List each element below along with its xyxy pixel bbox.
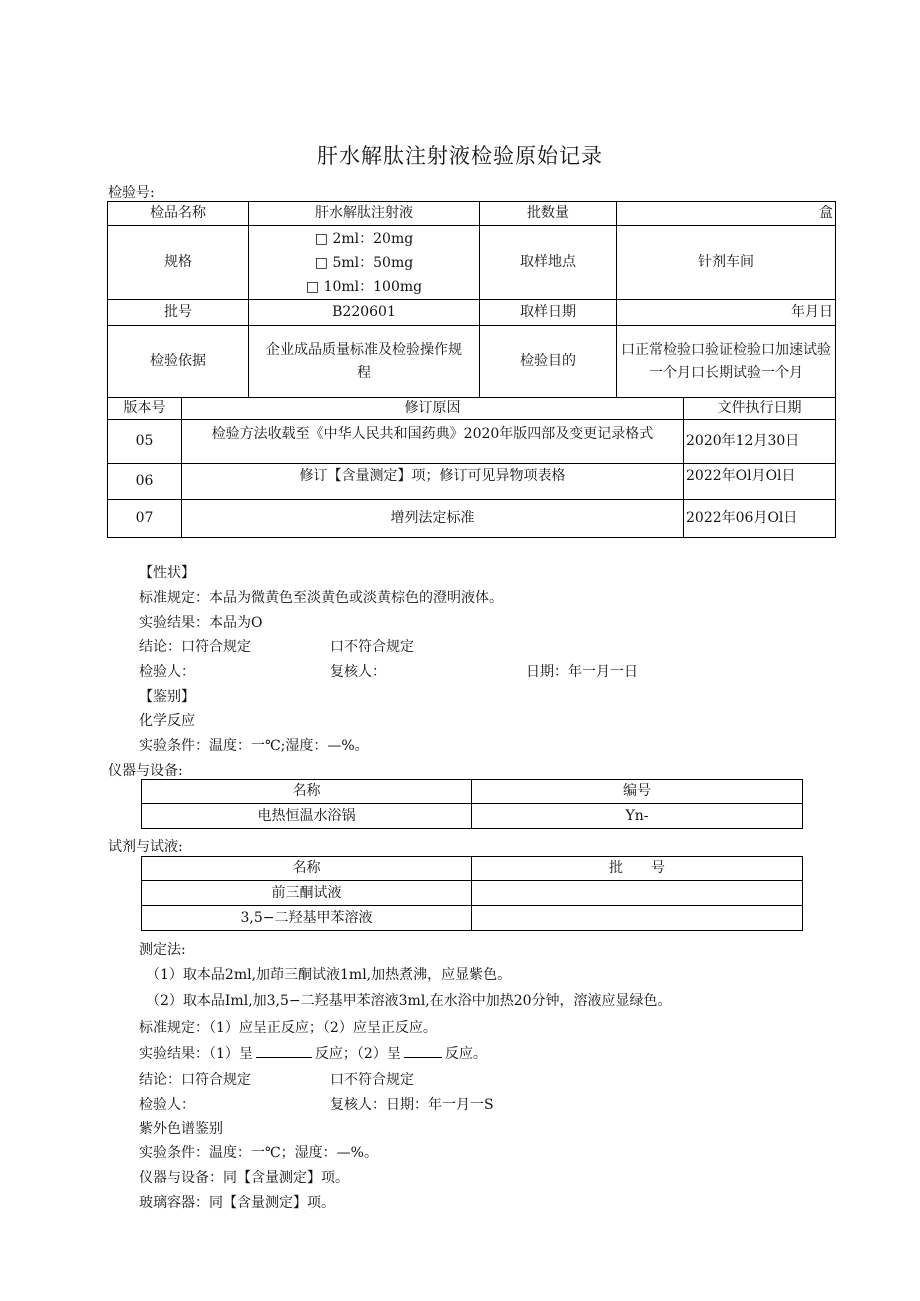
identification-conclusion[interactable]: 结论：口符合规定: [139, 1072, 251, 1088]
batch-no: B220601: [249, 300, 480, 326]
method-step-1: （1）取本品2ml,加茚三酮试液1ml,加热煮沸，应显紫色。: [146, 967, 512, 983]
result-text: 反应。: [444, 1046, 487, 1062]
appearance-date: 日期：年一月一日: [526, 664, 638, 680]
revision-reason: 增列法定标准: [182, 500, 684, 538]
uv-equipment: 仪器与设备：同【含量测定】项。: [139, 1170, 349, 1186]
equipment-header: 编号: [472, 780, 803, 804]
identification-result: [139, 1043, 487, 1063]
purpose-label: 检验目的: [480, 326, 617, 398]
identification-inspector: 检验人：: [139, 1097, 195, 1113]
method-label: 测定法:: [139, 942, 186, 958]
equipment-code: Yn-: [472, 804, 803, 829]
batch-qty-unit: 盒: [617, 202, 836, 226]
result-blank-1[interactable]: [256, 1043, 312, 1058]
identification-standard: 标准规定：（1）应呈正反应；（2）应呈正反应。: [139, 1020, 437, 1036]
reagent-header: 批 号: [472, 857, 803, 881]
info-table: [107, 201, 836, 398]
spec-options: [249, 226, 480, 300]
batch-qty-label: 批数量: [480, 202, 617, 226]
page-title: 肝水解肽注射液检验原始记录: [317, 144, 603, 168]
revision-date: 2020年12月30日: [684, 420, 836, 464]
reagent-batch[interactable]: [472, 906, 803, 931]
identification-not-conform[interactable]: 口不符合规定: [330, 1072, 414, 1088]
appearance-result: 实验结果：本品为O: [139, 615, 263, 631]
product-name-label: 检品名称: [108, 202, 249, 226]
appearance-conclusion[interactable]: 结论：口符合规定: [139, 639, 251, 655]
revision-table: [107, 397, 836, 538]
table-row: [108, 464, 836, 500]
table-row: [142, 881, 803, 906]
spec-option[interactable]: □ 2ml：20mg: [314, 230, 414, 247]
revision-header: 文件执行日期: [684, 398, 836, 420]
reagent-table: [141, 856, 803, 931]
sampling-site: 针剂车间: [617, 226, 836, 300]
revision-date: 2022年Ol月Ol日: [684, 464, 836, 500]
spec-option[interactable]: □ 5ml：50mg: [314, 254, 414, 271]
table-row: [108, 420, 836, 464]
equipment-name: 电热恒温水浴锅: [142, 804, 472, 829]
purpose: 口正常检验口验证检验口加速试验一个月口长期试验一个月: [617, 326, 836, 398]
table-row: [142, 804, 803, 829]
revision-version: 05: [108, 420, 182, 464]
revision-reason: 检验方法收载至《中华人民共和国药典》2020年版四部及变更记录格式: [182, 420, 684, 464]
spec-option[interactable]: □ 10ml：100mg: [305, 278, 423, 295]
equipment-header: 名称: [142, 780, 472, 804]
sampling-date-label: 取样日期: [480, 300, 617, 326]
basis-label: 检验依据: [108, 326, 249, 398]
uv-conditions: 实验条件：温度：一℃；湿度：—%。: [139, 1145, 378, 1161]
result-text: 反应；（2）呈: [314, 1046, 401, 1062]
result-text: 实验结果：（1）呈: [139, 1046, 253, 1062]
revision-date: 2022年06月Ol日: [684, 500, 836, 538]
revision-version: 07: [108, 500, 182, 538]
reagent-name: 前三酮试液: [142, 881, 472, 906]
reagent-name: 3,5−二羟基甲苯溶液: [142, 906, 472, 931]
spec-label: 规格: [108, 226, 249, 300]
equipment-table: [141, 779, 803, 829]
sampling-date: 年月日: [617, 300, 836, 326]
revision-reason: 修订【含量测定】项；修订可见异物项表格: [182, 464, 684, 500]
appearance-inspector: 检验人：: [139, 664, 195, 680]
reagent-header: 名称: [142, 857, 472, 881]
appearance-standard: 标准规定：本品为微黄色至淡黄色或淡黄棕色的澄明液体。: [139, 590, 503, 606]
reagent-label: 试剂与试液:: [108, 839, 183, 855]
chem-reaction-label: 化学反应: [139, 713, 195, 729]
uv-glassware: 玻璃容器：同【含量测定】项。: [139, 1195, 335, 1211]
reagent-batch[interactable]: [472, 881, 803, 906]
basis: 企业成品质量标准及检验操作规程: [249, 326, 480, 398]
uv-heading: 紫外色谱鉴别: [139, 1121, 223, 1137]
identification-reviewer-date: 复核人：日期：年一月一S: [330, 1097, 494, 1113]
batch-no-label: 批号: [108, 300, 249, 326]
appearance-heading: 【性状】: [139, 565, 195, 581]
table-row: [142, 906, 803, 931]
revision-header: 修订原因: [182, 398, 684, 420]
table-row: [108, 500, 836, 538]
sampling-site-label: 取样地点: [480, 226, 617, 300]
result-blank-2[interactable]: [404, 1043, 442, 1058]
appearance-reviewer: 复核人：: [330, 664, 386, 680]
appearance-not-conform[interactable]: 口不符合规定: [330, 639, 414, 655]
inspection-no-label: 检验号:: [108, 185, 155, 201]
product-name: 肝水解肽注射液: [249, 202, 480, 226]
revision-header: 版本号: [108, 398, 182, 420]
equipment-label: 仪器与设备:: [108, 763, 183, 779]
identification-heading: 【鉴别】: [139, 689, 195, 705]
revision-version: 06: [108, 464, 182, 500]
method-step-2: （2）取本品Iml,加3,5−二羟基甲苯溶液3ml,在水浴中加热20分钟，溶液应显绿色。: [146, 993, 672, 1009]
identification-conditions: 实验条件：温度：一℃;湿度：—%。: [139, 738, 369, 754]
